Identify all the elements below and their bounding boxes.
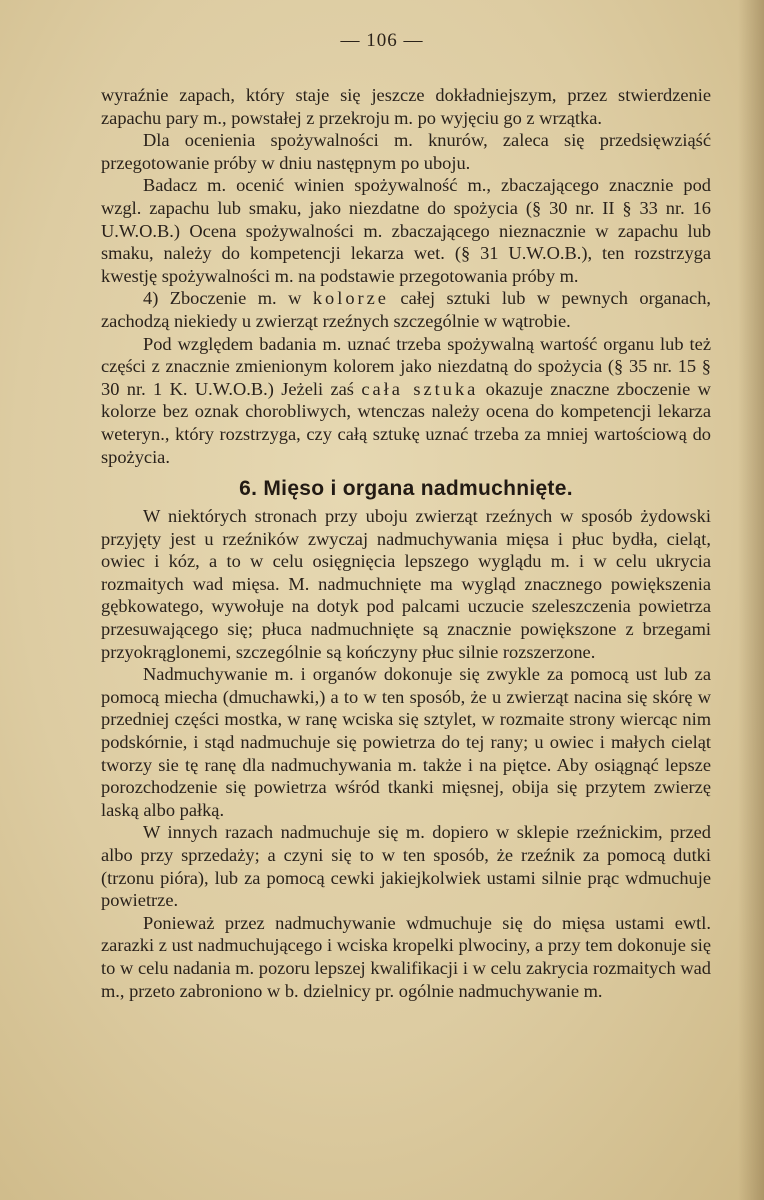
section-paragraph: W innych razach nadmuchuje się m. dopiero w sklepie rzeźnickim, przed albo przy sprzedaży; a czyni się to w ten sposób, że rzeźnik za pomocą dutki (trzonu pióra), lub za pomocą cewki jakiejkolwiek ustami silnie prąc wdmuchuje powietrze. (101, 822, 711, 911)
section-paragraph: Ponieważ przez nadmuchywanie wdmuchuje się do mięsa ustami ewtl. zarazki z ust nadmuchującego i wciska kropelki plwociny, a przy tem dokonuje się to w celu nadania m. pozoru lepszej kwalifikacji i w celu zakrycia rozmaitych wad m., przeto zabroniono w b. dzielnicy pr. ogólnie nadmuchywanie m. (101, 912, 711, 1001)
paragraph-color-deviation (101, 287, 711, 332)
page-body (101, 84, 711, 1002)
section-paragraph: Nadmuchywanie m. i organów dokonuje się zwykle za pomocą ust lub za pomocą miecha (dmuchawki,) a to w ten sposób, że u zwierząt nacina się skórę w przedniej części mostka, w ranę wciska się sztylet, w rozmaite strony wiercąc nim podskórnie, i stąd nadmuchuje się powietrza do tej rany; u owiec i małych cieląt tworzy sie tę ranę dla nadmuchywania m. także i na piętce. Aby osiągnąć lepsze porozchodzenie się powietrza wśród tkanki mięsnej, obija się przytem zwierzę laską albo pałką. (101, 664, 711, 820)
paragraph (101, 333, 711, 469)
paragraph: Badacz m. ocenić winien spożywalność m., zbaczającego znacznie pod wzgl. zapachu lub smaku, jako niezdatne do spożycia (§ 30 nr. II § 33 nr. 16 U.W.O.B.) Ocena spożywalności m. zbaczającego nieznacznie w zapachu lub smaku, należy do kompetencji lekarza wet. (§ 31 U.W.O.B.), ten rozstrzyga kwestję spożywalności m. na podstawie przegotowania próby m. (101, 175, 711, 286)
paragraph-text: Pod względem badania m. uznać trzeba spożywalną wartość organu lub też części z znacznie zmienionym kolorem jako niezdatną do spożycia (§ 35 nr. 15 § 30 nr. 1 K. U.W.O.B.) Jeżeli zaś (101, 333, 711, 399)
page-number: — 106 — (340, 30, 424, 51)
paragraph-text: całej sztuki lub w pewnych organach, zachodzą niekiedy u zwierząt rzeźnych szczególnie w wątrobie. (101, 288, 711, 331)
emphasized-term: cała sztuka (361, 378, 479, 399)
paragraph: Dla ocenienia spożywalności m. knurów, zaleca się przedsięwziąść przegotowanie próby w dniu następnym po uboju. (101, 130, 711, 173)
section-paragraph: W niektórych stronach przy uboju zwierząt rzeźnych w sposób żydowski przyjęty jest u rzeźników zwyczaj nadmuchywania mięsa i płuc bydła, cieląt, owiec i kóz, a to w celu osięgnięcia lepszego wyglądu m. i w celu ukrycia rozmaitych wad mięsa. M. nadmuchnięte ma wygląd znacznego powiększenia gębkowatego, wywołuje na dotyk pod palcami uczucie szeleszczenia powietrza przesuwającego się; płuca nadmuchnięte są znacznie powiększone z brzegami przyokrąglonemi, szczególnie są kończyny płuc silnie rozszerzone. (101, 506, 711, 662)
paragraph-continuation: wyraźnie zapach, który staje się jeszcze dokładniejszym, przez stwierdzenie zapachu pary m., powstałej z przekroju m. po wyjęciu go z wrzątka. (101, 85, 711, 128)
emphasized-term: kolorze (312, 288, 389, 309)
page-edge-shadow (738, 0, 764, 1200)
section-heading: 6. Mięso i organa nadmuchnięte. (239, 477, 573, 501)
paragraph-text: okazuje znaczne zboczenie w kolorze bez oznak chorobliwych, wtenczas należy ocena do kompetencji lekarza weteryn., który rozstrzyga, czy całą sztukę uznać trzeba za mniej wartościową do spożycia. (101, 378, 711, 467)
paragraph-text: 4) Zboczenie m. w (143, 288, 302, 309)
